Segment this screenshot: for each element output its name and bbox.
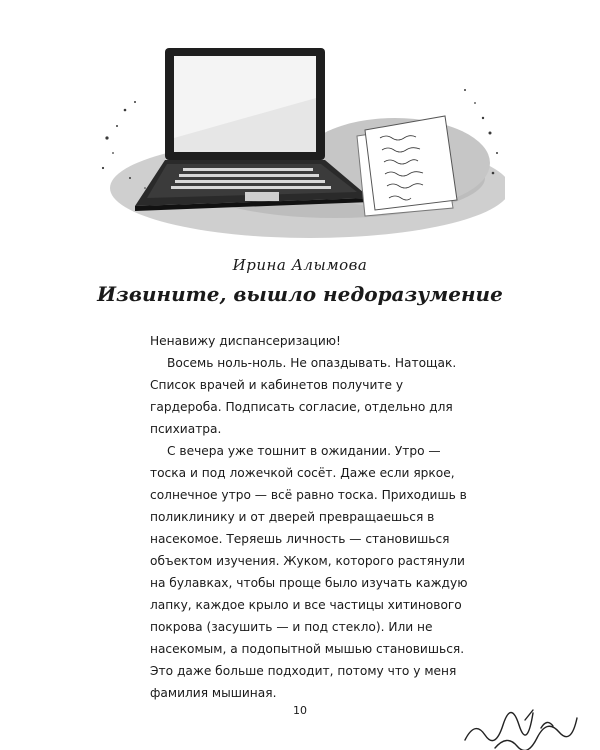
handwritten-note-icon <box>357 116 457 216</box>
paragraph: Восемь ноль-ноль. Не опаздывать. Натощак. Список врачей и кабинетов получите у гардероба. Подписать согласие, отдельно для психиатра. <box>150 356 457 436</box>
paragraph: Ненавижу диспансеризацию! <box>150 334 341 348</box>
page-number: 10 <box>293 704 307 717</box>
handwriting-scribble <box>455 690 595 750</box>
story-body <box>150 330 470 704</box>
story-title: Извините, вышло недоразумение <box>97 282 503 306</box>
laptop-illustration <box>95 38 505 238</box>
author-name: Ирина Алымова <box>232 256 368 274</box>
paragraph: С вечера уже тошнит в ожидании. Утро — тоска и под ложечкой сосёт. Даже если яркое, солнечное утро — всё равно тоска. Приходишь в поликлинику и от дверей превращаешься в насекомое. Теряешь личность — становишься объектом изучения. Жуком, которого растянули на булавках, чтобы проще было изучать каждую лапку, каждое крыло и все частицы хитинового покрова (засушить — и под стекло). Или не насекомым, а подопытной мышью становишься. Это даже больше подходит, потому что у меня фамилия мышиная. <box>150 444 468 700</box>
